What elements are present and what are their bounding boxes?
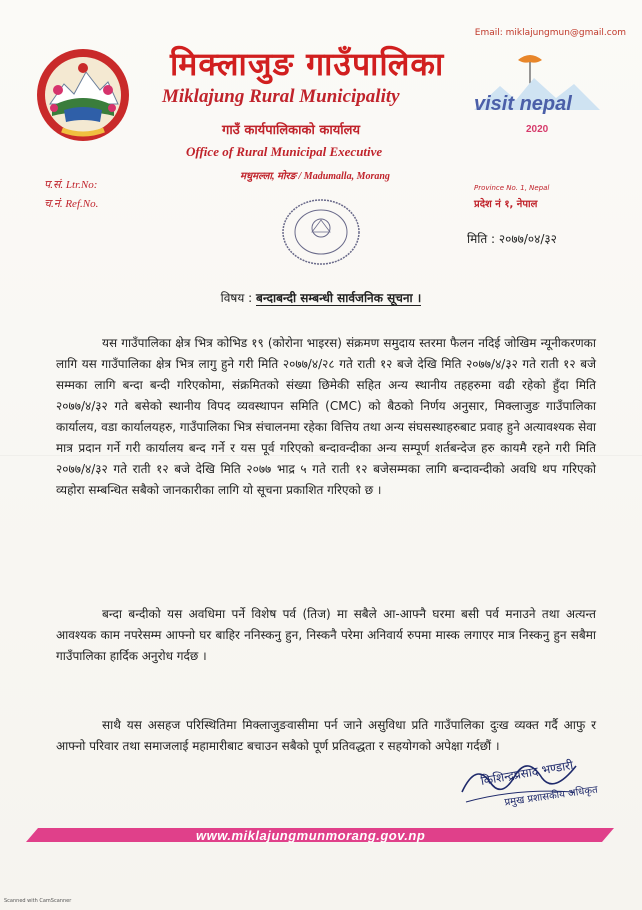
signatory-title: प्रमुख प्रशासकीय अधिकृत xyxy=(503,784,599,809)
body-paragraph-1: यस गाउँपालिका क्षेत्र भित्र कोभिड १९ (कोरोना भाइरस) संक्रमण समुदाय स्तरमा फैलन नदिई जोखिम न्यूनीकरणका लागि यस गाउँपालिका क्षेत्र भित्र लागु हुने गरी मिति २०७७/४/२८ गते राती १२ बजे देखि मिति २०७७/४/३२ गते राती १२ बजे सम्मका लागि बन्दा बन्दी गरिएकोमा, संक्रमितको संख्या छिमेकी सहित अन्य स्थानीय तहहरुमा वढी रहेको हुँदा मिति २०७७/४/३२ गते बसेको स्थानीय विपद व्यवस्थापन समिति (CMC) को बैठको निर्णय अनुसार, मिक्लाजुङ गाउँपालिका कार्यालय, वडा कार्यालयहरु, गाउँपालिका भित्र संचालनमा रहेका वित्तिय तथा अन्य संघसस्थाहरुबाट प्रवाह हुने अत्यावश्यक सेवा मात्र प्रदान गर्ने गरी कार्यालय बन्द गर्ने र यस पूर्व गरिएको बन्दावन्दीका अन्य सम्पूर्ण शर्तबन्देज हरु कायमै रहने गरी मिति २०७७/४/३२ गते राती १२ बजे देखि मिति २०७७ भाद्र ५ गते राती १२ बजेसम्मका लागि बन्दावन्दीको अवधि थप गरिएको व्यहोरा सम्बन्धित सबैको जानकारीका लागि यो सूचना प्रकाशित गरिएको छ । xyxy=(56,336,596,497)
province-english: Province No. 1, Nepal xyxy=(474,184,550,192)
nepal-emblem-icon xyxy=(34,46,132,144)
body-paragraph-3: साथै यस असहज परिस्थितिमा मिक्लाजुङवासीमा पर्न जाने असुविधा प्रति गाउँपालिका दुःख व्यक्त गर्दै आफु र आफ्नो परिवार तथा समाजलाई महामारीबाट बचाउन सबैको पूर्ण प्रतिवद्धता र सहयोगको अपेक्षा गर्दछौं । xyxy=(56,718,596,753)
signatory-name: किशिन्द्रप्रसाद भण्डारी xyxy=(479,757,575,789)
logo-year: 2020 xyxy=(526,124,549,135)
visit-nepal-logo xyxy=(470,52,620,144)
municipality-title-nepali: मिक्लाजुङ गाउँपालिका xyxy=(170,45,445,83)
visit-word: visit nepal xyxy=(474,93,572,115)
letter-date: मिति : २०७७/०४/३२ xyxy=(467,232,557,246)
municipality-title-english: Miklajung Rural Municipality xyxy=(162,86,400,107)
footer-website: www.miklajungmunmorang.gov.np xyxy=(196,828,426,843)
reference-number-label: च.नं. Ref.No. xyxy=(44,198,99,210)
province-nepali: प्रदेश नं १, नेपाल xyxy=(474,199,538,210)
header-email: Email: miklajungmun@gmail.com xyxy=(474,28,626,38)
letter-number-label: प.सं. Ltr.No: xyxy=(44,179,98,191)
office-name-nepali: गाउँ कार्यपालिकाको कार्यालय xyxy=(222,123,360,138)
subject-text: बन्दाबन्दी सम्बन्धी सार्वजनिक सूचना । xyxy=(256,291,422,305)
office-stamp-icon xyxy=(280,196,362,268)
office-name-english: Office of Rural Municipal Executive xyxy=(186,144,383,159)
body-paragraph-2: बन्दा बन्दीको यस अवधिमा पर्ने विशेष पर्व (तिज) मा सबैले आ-आफ्नै घरमा बसी पर्व मनाउने तथा अत्यन्त आवश्यक काम नपरेसम्म आफ्नो घर बाहिर ननिस्कनु हुन, निस्कनै परेमा अनिवार्य रुपमा मास्क लगाएर मात्र निस्कनु हुन सबैमा गाउँपालिका हार्दिक अनुरोध गर्दछ । xyxy=(56,607,596,663)
subject-line xyxy=(0,289,642,306)
office-address: मधुमल्ला, मोरङ / Madumalla, Morang xyxy=(240,171,390,182)
scanner-watermark: Scanned with CamScanner xyxy=(4,898,72,904)
subject-prefix: विषय : xyxy=(220,291,253,305)
